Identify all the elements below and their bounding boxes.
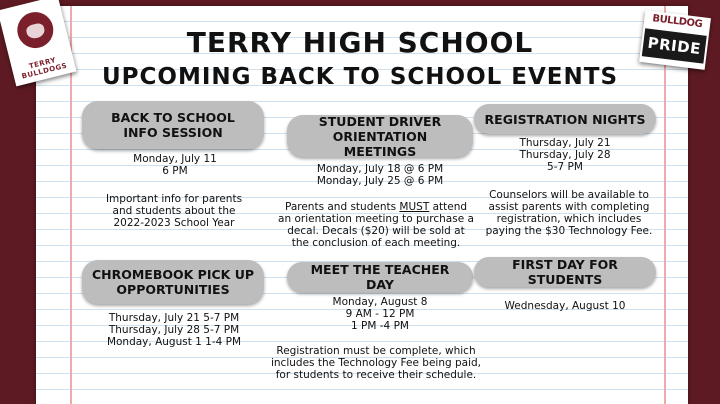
driver-details-text: Parents and students: [284, 201, 400, 213]
first-day-date: Wednesday, August 10: [504, 300, 626, 312]
bulldogs-logo-text: TERRY BULLDOGS: [20, 56, 69, 81]
driver-details-emphasis: MUST: [399, 201, 430, 213]
info-session-heading: BACK TO SCHOOL INFO SESSION: [82, 101, 264, 149]
page-subtitle: UPCOMING BACK TO SCHOOL EVENTS: [101, 64, 619, 90]
page-title: TERRY HIGH SCHOOL: [186, 26, 534, 59]
meet-teacher-dates: Monday, August 8 9 AM - 12 PM 1 PM -4 PM: [332, 296, 428, 332]
driver-orientation-dates: Monday, July 18 @ 6 PM Monday, July 25 @ 6 PM: [316, 163, 444, 187]
meet-teacher-heading: MEET THE TEACHER DAY: [287, 262, 473, 292]
bulldog-pride-line1: BULLDOG: [651, 13, 703, 31]
chromebook-pickup-dates: Thursday, July 21 5-7 PM Thursday, July 28 5-7 PM Monday, August 1 1-4 PM: [106, 312, 242, 348]
registration-nights-details: Counselors will be available to assist parents with completing registration, which includes paying the $30 Technology Fee.: [485, 189, 653, 237]
driver-orientation-details: [266, 201, 486, 249]
registration-nights-dates: Thursday, July 21 Thursday, July 28 5-7 PM: [519, 137, 611, 173]
driver-details-text-end: attend an orientation meeting to purchase a decal. Decals ($20) will be sold at the conclusion of each meeting.: [278, 201, 474, 249]
info-session-details: Important info for parents and students about the 2022-2023 School Year: [105, 193, 243, 229]
registration-nights-heading: REGISTRATION NIGHTS: [474, 104, 656, 134]
chromebook-pickup-heading: CHROMEBOOK PICK UP OPPORTUNITIES: [82, 260, 264, 304]
bulldog-pride-line2: PRIDE: [642, 28, 707, 63]
driver-orientation-heading: STUDENT DRIVER ORIENTATION MEETINGS: [287, 115, 473, 157]
meet-teacher-details: Registration must be complete, which includes the Technology Fee being paid, for students to receive their schedule.: [270, 345, 481, 381]
info-session-date: Monday, July 11 6 PM: [133, 153, 217, 177]
first-day-heading: FIRST DAY FOR STUDENTS: [474, 257, 656, 287]
